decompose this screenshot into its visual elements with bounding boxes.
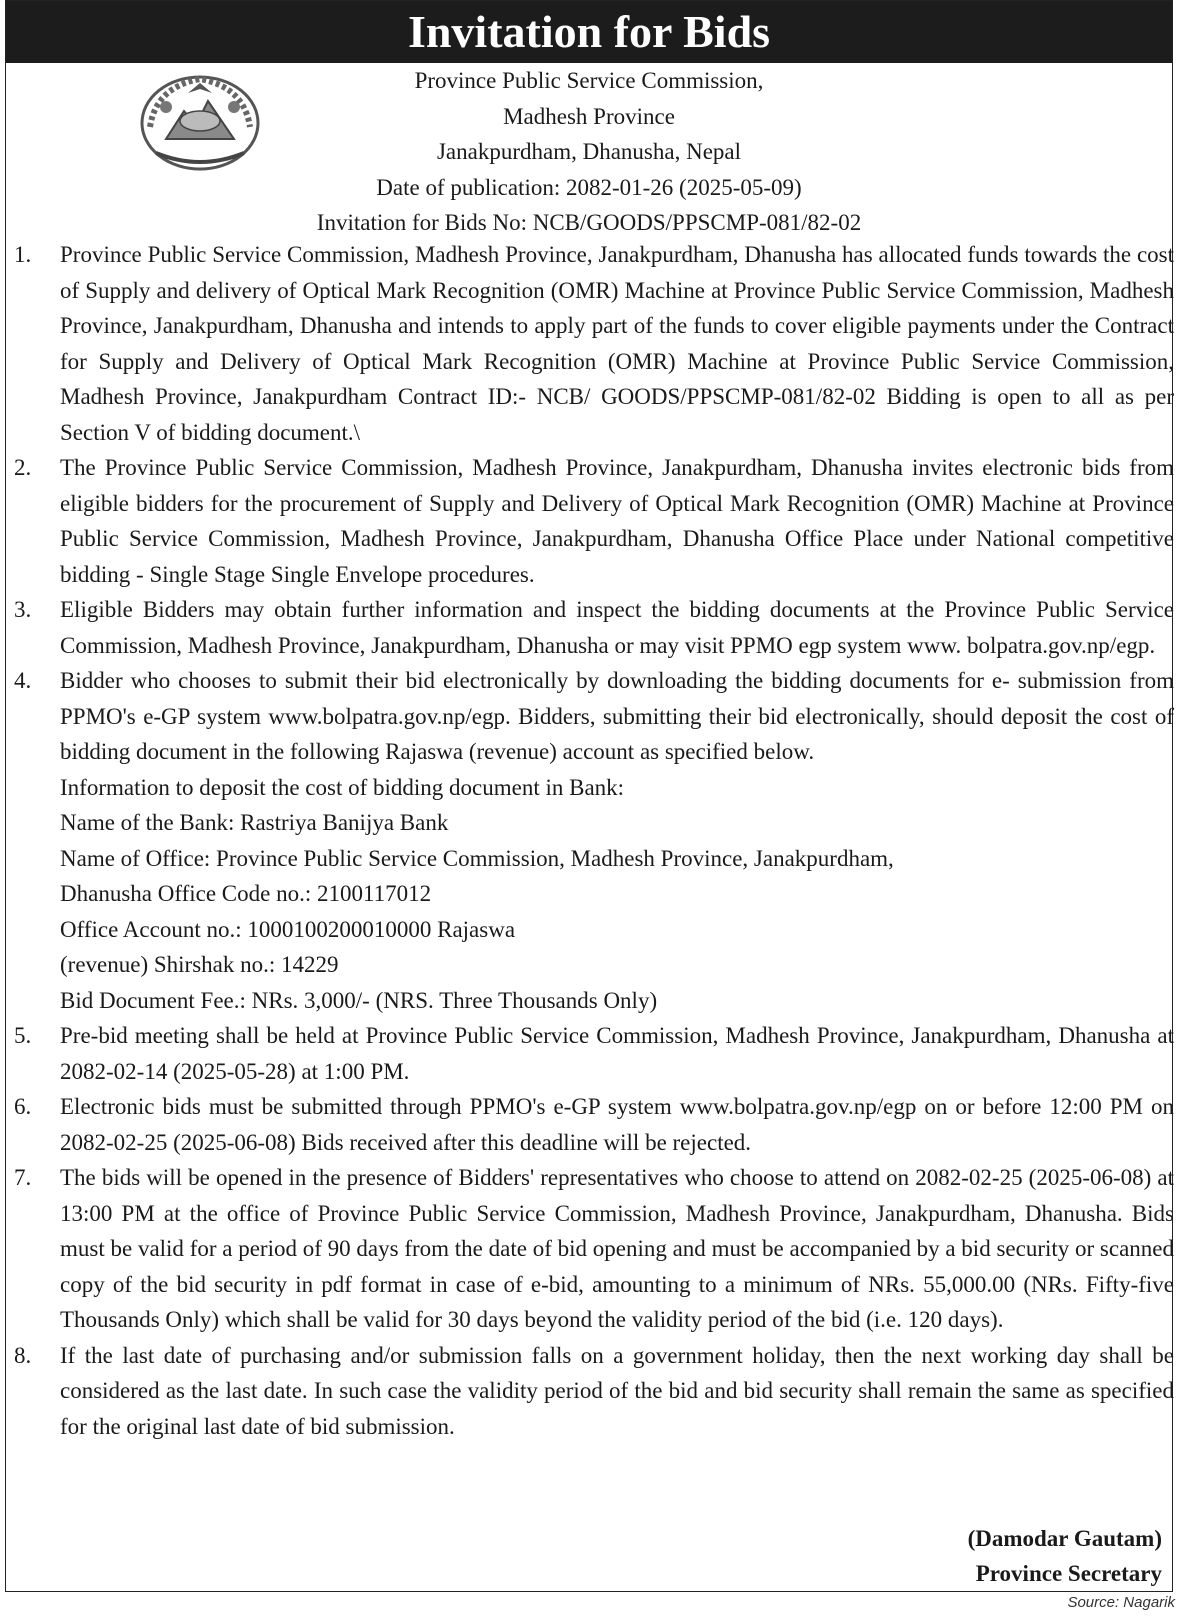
bid-document-fee: Bid Document Fee.: NRs. 3,000/- (NRS. Three Thousands Only) (60, 987, 658, 1013)
item-number: 5. (14, 1023, 32, 1048)
account-number: Office Account no.: 1000100200010000 Rajaswa (60, 916, 516, 942)
bid-notice (5, 0, 1173, 1592)
bank-info-heading: Information to deposit the cost of bidding document in Bank: (60, 774, 625, 800)
shirshak-number: (revenue) Shirshak no.: 14229 (60, 952, 339, 977)
notice-items (14, 237, 1174, 1444)
item-text: Province Public Service Commission, Madhesh Province, Janakpurdham, Dhanusha has allocated funds towards the cost of Supply and delivery of Optical Mark Recognition (OMR) Machine at Province Public Service Commission, Madhesh Province, Janakpurdham, Dhanusha and intends to apply part of the funds to cover eligible payments under the Contract for Supply and Delivery of Optical Mark Recognition (OMR) Machine at Province Public Service Commission, Madhesh Province, Janakpurdham Contract ID:- NCB/ GOODS/PPSCMP-081/82-02 Bidding is open to all as per Section V of bidding document.\ (60, 242, 1174, 445)
ifb-number: Invitation for Bids No: NCB/GOODS/PPSCMP-081/82-02 (316, 210, 862, 235)
publication-date: Date of publication: 2082-01-26 (2025-05-09) (376, 174, 802, 200)
item-number: 3. (14, 597, 32, 622)
item-number: 2. (14, 455, 32, 480)
item-number: 4. (14, 668, 32, 693)
list-item (14, 663, 1174, 1018)
item-text: Eligible Bidders may obtain further information and inspect the bidding documents at the Province Public Service Commission, Madhesh Province, Janakpurdham, Dhanusha or may visit PPMO egp system www. bolpatra.gov.np/egp. (60, 597, 1174, 658)
list-item (14, 237, 1174, 450)
notice-header (6, 63, 1172, 241)
list-item (14, 592, 1174, 663)
notice-title: Invitation for Bids (6, 1, 1172, 63)
item-text: The bids will be opened in the presence of Bidders' representatives who choose to attend on 2082-02-25 (2025-06-08) at 13:00 PM at the office of Province Public Service Commission, Madhesh Province, Janakpurdham, Dhanusha. Bids must be valid for a period of 90 days from the date of bid opening and must be accompanied by a bid security or scanned copy of the bid security in pdf format in case of e-bid, amounting to a minimum of NRs. 55,000.00 (NRs. Fifty-five Thousands Only) which shall be valid for 30 days beyond the validity period of the bid (i.e. 120 days). (60, 1165, 1174, 1332)
source-credit: Source: Nagarik (1067, 1594, 1175, 1611)
item-number: 7. (14, 1165, 32, 1190)
item-number: 8. (14, 1342, 32, 1368)
item-text: Bidder who chooses to submit their bid electronically by downloading the bidding documents for e- submission from PPMO's e-GP system www.bolpatra.gov.np/egp. Bidders, submitting their bid electronically, should deposit the cost of bidding document in the following Rajaswa (revenue) account as specified below. (60, 668, 1174, 764)
header-line-3: Janakpurdham, Dhanusha, Nepal (436, 139, 742, 164)
signatory-name: (Damodar Gautam) (967, 1526, 1162, 1551)
item-text: If the last date of purchasing and/or submission falls on a government holiday, then the next working day shall be considered as the last date. In such case the validity period of the bid and bid security shall remain the same as specified for the original last date of bid submission. (60, 1342, 1174, 1439)
list-item (14, 1338, 1174, 1445)
item-text: The Province Public Service Commission, Madhesh Province, Janakpurdham, Dhanusha invites electronic bids from eligible bidders for the procurement of Supply and Delivery of Optical Mark Recognition (OMR) Machine at Province Public Service Commission, Madhesh Province, Janakpurdham, Dhanusha Office Place under National competitive bidding - Single Stage Single Envelope procedures. (60, 455, 1174, 587)
header-line-2: Madhesh Province (503, 103, 675, 129)
signatory-designation: Province Secretary (975, 1561, 1162, 1586)
office-code: Dhanusha Office Code no.: 2100117012 (60, 881, 432, 906)
list-item (14, 1018, 1174, 1089)
signature-block (968, 1521, 1162, 1591)
list-item (14, 450, 1174, 592)
header-line-1: Province Public Service Commission, (414, 68, 764, 93)
item-number: 1. (14, 242, 32, 267)
item-text: Pre-bid meeting shall be held at Province Public Service Commission, Madhesh Province, Janakpurdham, Dhanusha at 2082-02-14 (2025-05-28) at 1:00 PM. (60, 1023, 1174, 1084)
list-item (14, 1160, 1174, 1338)
list-item (14, 1089, 1174, 1160)
bank-name: Name of the Bank: Rastriya Banijya Bank (60, 810, 449, 835)
item-number: 6. (14, 1094, 32, 1119)
item-text: Electronic bids must be submitted through PPMO's e-GP system www.bolpatra.gov.np/egp on or before 12:00 PM on 2082-02-25 (2025-06-08) Bids received after this deadline will be rejected. (60, 1094, 1174, 1155)
office-name: Name of Office: Province Public Service Commission, Madhesh Province, Janakpurdham, (60, 845, 894, 871)
